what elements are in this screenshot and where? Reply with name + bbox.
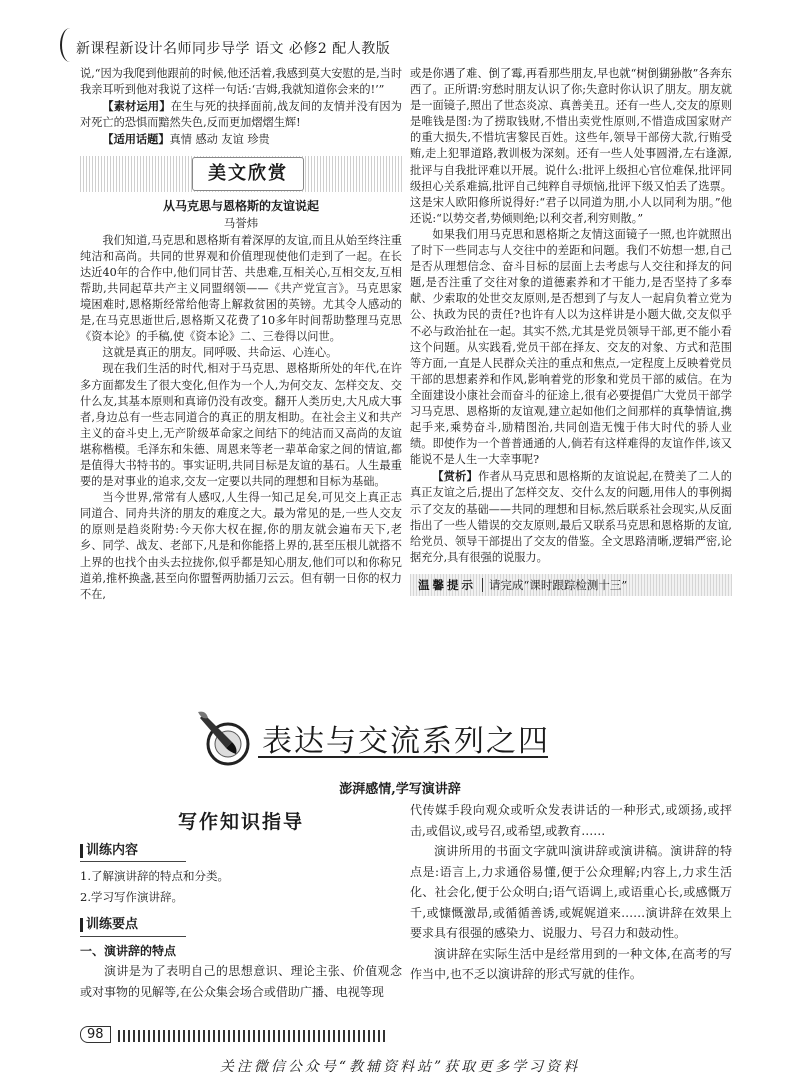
right-column — [410, 66, 732, 596]
article-paragraph: 这就是真正的朋友。同呼吸、共命运、心连心。 — [102, 346, 338, 360]
guide-paragraph: 演讲所用的书面文字就叫演讲辞或演讲稿。演讲辞的特点是:语言上,力求通俗易懂,便于公众理解;内容上,力求生活化、社会化,便于公众明白;语气语调上,或语重心长,或感慨万千,或慷慨激昂,或循循善诱,或娓娓道来……演讲辞在效果上要求具有很强的感染力、说服力、号召力和鼓动性。 — [410, 844, 732, 940]
appreciation — [410, 468, 732, 566]
page-number-bar — [118, 1030, 388, 1042]
training-points-heading: 训练要点 — [80, 915, 186, 937]
topic-line — [80, 131, 402, 148]
training-content-heading: 训练内容 — [80, 841, 186, 863]
page-number: 98 — [80, 1026, 111, 1043]
brush-emblem-icon — [196, 708, 256, 770]
writing-guide-right — [410, 800, 732, 985]
tip-label: 温馨提示 — [418, 577, 476, 592]
training-item: 2.学习写作演讲辞。 — [80, 889, 183, 904]
feature-heading: 一、演讲辞的特点 — [80, 943, 177, 958]
appreciation-label: 【赏析】 — [432, 469, 478, 484]
tip-text: 请完成“课时跟踪检测十三” — [482, 578, 627, 592]
section-title-underline — [258, 756, 548, 758]
training-item: 1.了解演讲辞的特点和分类。 — [80, 869, 229, 883]
appreciation-text: 作者从马克思和恩格斯的友谊说起,在赞美了二人的真正友谊之后,提出了怎样交友、交什么友的问题,用伟人的事例揭示了交友的基础——共同的理想和目标,然后联系社会现实,从反面指出了一些人错误的交友原则,最后又联系马克思和恩格斯的友谊,给党员、领导干部提出了交友的借鉴。全文思路清晰,逻辑严密,论据充分,具有很强的说服力。 — [410, 470, 732, 564]
left-column — [80, 66, 402, 603]
section-subtitle: 澎湃感情,学写演讲辞 — [339, 782, 461, 797]
section-banner-label: 美文欣赏 — [192, 157, 304, 191]
article-paragraph: 我们知道,马克思和恩格斯有着深厚的友谊,而且从始至终注重纯洁和高尚。共同的世界观和价值理现使他们走到了一起。在长达近40年的合作中,他们同甘苦、共患难,互相关心,互相交友,互相帮助,共同起草共产主义同盟纲领——《共产党宣言》。马克思家境困难时,恩格斯经常给他寄上解救贫困的英镑。尤其令人感动的是,在马克思逝世后,恩格斯又花费了10多年时间帮助整理马克思《资本论》的手稿,使《资本论》二、三卷得以问世。 — [80, 233, 402, 344]
article-paragraph: 现在我们生活的时代,相对于马克思、恩格斯所处的年代,在许多方面都发生了很大变化,但作为一个人,为何交友、怎样交友、交什么友,其基本原则和真谛仍没有改变。翻开人类历史,大凡成大事者,身边总有一些志同道合的真正的朋友相助。在社会主义和共产主义的奋斗史上,无产阶级革命家之间结下的纯洁而又高尚的友谊堪称楷模。毛泽东和朱德、周恩来等老一辈革命家之间的情谊,都是值得大书特书的。事实证明,共同目标是友谊的基石。人生最重要的是对事业的追求,交友一定要以共同的理想和目标为基础。 — [80, 362, 402, 489]
guide-paragraph: 代传媒手段向观众或听众发表讲话的一种形式,或颂扬,或抨击,或倡议,或号召,或希望,或教育…… — [410, 803, 732, 838]
running-header: 新课程新设计名师同步导学 语文 必修2 配人教版 — [76, 41, 391, 57]
quote-paragraph: 说,“因为我爬到他跟前的时候,他还活着,我感到莫大安慰的是,当时我亲耳听到他对我说了这样一句话:‘吉姆,我就知道你会来的!’” — [80, 67, 403, 97]
article-paragraph: 当今世界,常常有人感叹,人生得一知己足矣,可见交上真正志同道合、同舟共济的朋友的难度之大。最为常见的是,一些人交友的原则是趋炎附势:今天你大权在握,你的朋友就会遍布天下,老乡、同学、战友、老部下,凡是和你能搭上界的,甚至压根儿就搭不上界的也找个由头去拉拢你,似乎都是知心朋友,他们可以和你称兄道弟,推杯换盏,甚至向你盟誓两肋插刀云云。但有朝一日你的权力不在, — [80, 491, 402, 601]
guide-paragraph: 演讲辞在实际生活中是经常用到的一种文体,在高考的写作当中,也不乏以演讲辞的形式写就的佳作。 — [410, 946, 732, 981]
article-title: 从马克思与恩格斯的友谊说起 — [162, 199, 319, 214]
article-paragraph: 如果我们用马克思和恩格斯之友情这面镜子一照,也许就照出了时下一些同志与人交往中的差距和问题。我们不妨想一想,自己是否从理想信念、奋斗目标的层面上去考虑与人交往和择友的问题,是否注重了交往对象的道德素养和才干能力,是否坚持了多奉献、少索取的处世交友原则,是否想到了与友人一起肩负着立党为公、执政为民的责任?也许有人以为这样讲是小题大做,交友似乎不必与政治扯在一起。其实不然,尤其是党员领导干部,更不能小看这个问题。从实践看,党员干部在择友、交友的对象、方式和范围等方面,一直是人民群众关注的重点和焦点,一定程度上反映着党员干部的思想素养和作风,影响着党的形象和党员干部的威信。在为全面建设小康社会而奋斗的征途上,很有必要提倡广大党员干部学习马克思、恩格斯的友谊观,建立起如他们之间那样的真挚情谊,携起手来,乘势奋斗,励精图治,共同创造无愧于伟大时代的骄人业绩。即使作为一个普普通通的人,倘若有这样难得的友谊作伴,该又能说不是人生一大幸事呢? — [410, 227, 732, 467]
topic-label: 【适用话题】 — [102, 132, 170, 147]
topic-text: 真情 感动 友谊 珍贵 — [169, 133, 270, 147]
writing-guide-left — [80, 812, 402, 1002]
material-use-label: 【素材运用】 — [102, 99, 171, 114]
material-use — [80, 98, 402, 131]
training-list — [80, 866, 402, 907]
article-paragraph: 或是你遇了难、倒了霉,再看那些朋友,早也就“树倒猢狲散”各奔东西了。正所谓:穷愁时朋友认识了你;失意时你认识了朋友。朋友就是一面镜子,照出了世态炎凉、真善美丑。还有一些人,交友的原则是唯钱是图:为了捞取钱财,不惜出卖党性原则,不惜造成国家财产的重大损失,不惜坑害黎民百姓。这些年,领导干部傍大款,行贿受贿,走上犯罪道路,教训极为深刻。还有一些人处事圆滑,左右逢源,批评与自我批评难以开展。说什么:批评上级担心官位难保,批评同级担心关系难搞,批评自己纯粹自寻烦恼,批评下级又怕丢了选票。这是宋人欧阳修所说得好:“君子以同道为朋,小人以同利为朋。”他还说:“以势交者,势倾则绝;以利交者,利穷则散。” — [410, 67, 732, 225]
footer-promo: 关注微信公众号“教辅资料站”获取更多学习资料 — [219, 1059, 581, 1075]
section-banner — [80, 156, 402, 192]
writing-guide-title: 写作知识指导 — [177, 811, 304, 833]
guide-paragraph: 演讲是为了表明自己的思想意识、理论主张、价值观念或对事物的见解等,在公众集会场合或借助广播、电视等现 — [80, 964, 402, 999]
article-author: 马誉炜 — [223, 215, 259, 230]
material-use-text: 在生与死的抉择面前,战友间的友情并没有因为对死亡的恐惧而黯然失色,反而更加熠熠生辉! — [80, 100, 402, 130]
section-title: 表达与交流系列之四 — [262, 724, 550, 759]
tip-box — [410, 574, 732, 596]
